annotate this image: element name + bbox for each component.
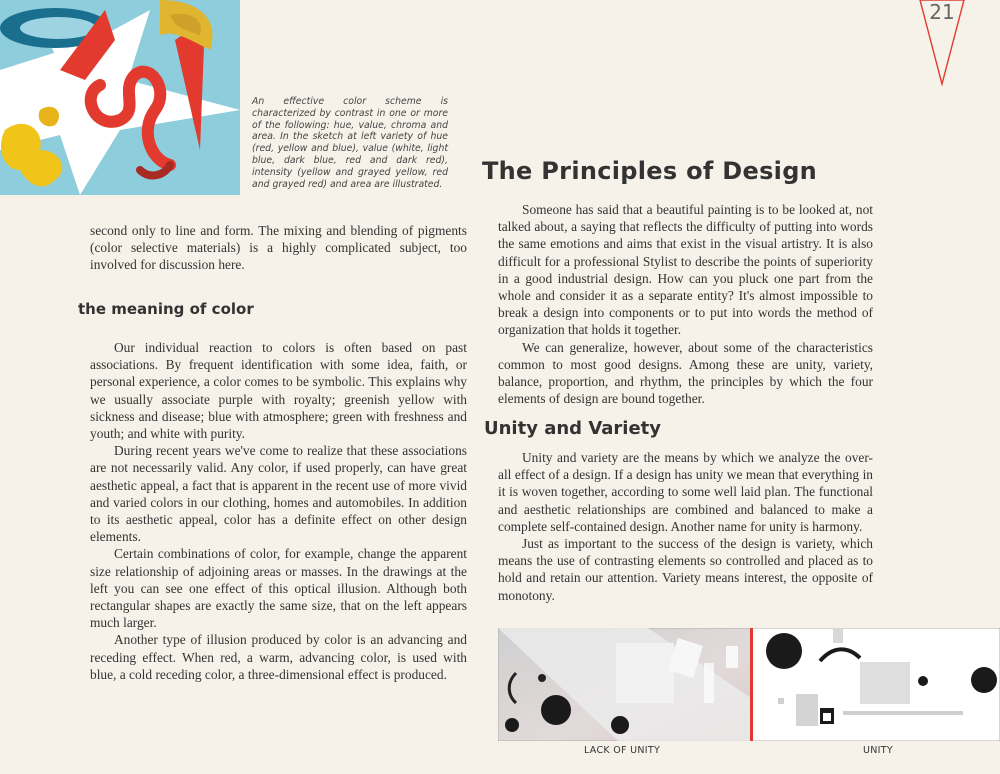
paragraph: Just as important to the success of the design is variety, which means the use of contrasting elements so controlled and placed as to hold and retain our attention. Variety means interest, the opposite of monotony.	[498, 536, 873, 603]
left-intro-text	[90, 222, 467, 274]
lack-of-unity-label: LACK OF UNITY	[584, 745, 661, 756]
intro-paragraph: second only to line and form. The mixing and blending of pigments (color selective materials) is a highly complicated subject, too involved for discussion here.	[90, 223, 467, 273]
section-heading-unity-and-variety: Unity and Variety	[484, 418, 662, 439]
paragraph: Unity and variety are the means by which we analyze the over-all effect of a design. If a design has unity we mean that everything in it is woven together, according to some well laid plan. The functional and aesthetic relationships are combined and balanced to make a complete self-contained design. Another name for unity is harmony.	[498, 450, 873, 534]
paragraph: Our individual reaction to colors is often based on past associations. By frequent identification with some idea, faith, or personal experience, a color comes to be symbolic. This explains why we usually associate purple with royalty; greenish yellow with sickness and disease; blue with atmosphere; green with freshness and youth; and white with purity.	[90, 340, 467, 442]
unity-label: UNITY	[863, 745, 893, 756]
paragraph: Another type of illusion produced by color is an advancing and receding effect. When red, a warm, advancing color, is used with blue, a cold receding color, a three-dimensional effect is produced.	[90, 632, 467, 682]
page-title: The Principles of Design	[482, 157, 818, 185]
page-number: 21	[929, 0, 955, 24]
paragraph: We can generalize, however, about some of the characteristics common to most good designs. Among these are unity, variety, balance, proportion, and rhythm, the principles by which the four elements of design are bound together.	[498, 339, 873, 407]
unity-comparison-illustration	[498, 628, 1000, 741]
sketch-caption: An effective color scheme is characterized by contrast in one or more of the following: hue, value, chroma and area. In the sketch at left variety of hue (red, yellow and blue), value (white, light blue, dark blue, red and dark red), intensity (yellow and grayed yellow, red and grayed red) and area are illustrated.	[252, 96, 448, 190]
lack-of-unity-panel	[498, 628, 752, 741]
paragraph: During recent years we've come to realize that these associations are not necessarily valid. Any color, if used properly, can have great aesthetic appeal, a fact that is apparent in the recent use of more vivid and varied colors in our clothing, homes and automobiles. In addition to its aesthetic appeal, color has a definite effect on other design elements.	[90, 443, 467, 545]
section-heading-meaning-of-color: the meaning of color	[78, 300, 254, 318]
paragraph: Certain combinations of color, for example, change the apparent size relationship of adjoining areas or masses. In the drawings at the left you can see one effect of this optical illusion. Although both rectangular shapes are exactly the same size, that on the left appears much larger.	[90, 546, 467, 631]
color-sketch-illustration	[0, 0, 240, 195]
left-body-text	[90, 339, 467, 683]
unity-body-text	[498, 449, 873, 604]
right-intro-text	[498, 201, 873, 407]
paragraph: Someone has said that a beautiful painting is to be looked at, not talked about, a saying that reflects the difficulty of putting into words the same emotions and aims that exist in the visual artistry. It is also difficult for a professional Stylist to describe the points of superiority in a good industrial design. How can you pluck one part from the whole and consider it as a separate entity? It's almost impossible to break a design into components or to put into words the method of organization that holds it together.	[498, 202, 873, 338]
